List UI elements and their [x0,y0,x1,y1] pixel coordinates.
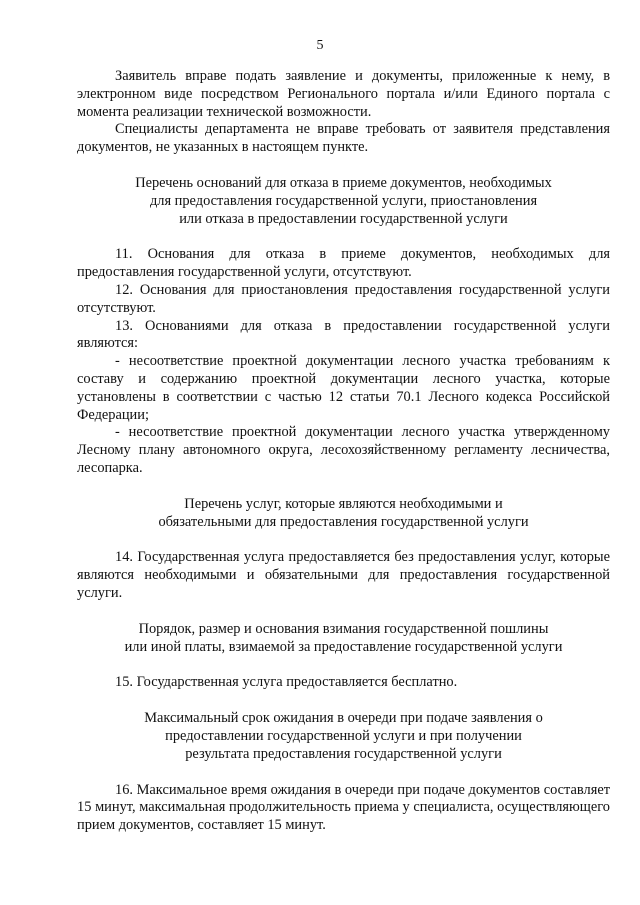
paragraph-13: 13. Основаниями для отказа в предоставлении государственной услуги являются: [77,317,610,352]
heading-line: Перечень оснований для отказа в приеме документов, необходимых [135,174,552,191]
heading-line: или иной платы, взимаемой за предоставление государственной услуги [124,638,563,655]
paragraph-13-item-b: - несоответствие проектной документации лесного участка утвержденному Лесному плану автономного округа, лесохозяйственному регламенту лесничества, лесопарка. [77,424,610,476]
heading-line: Максимальный срок ожидания в очереди при подаче заявления о [144,710,543,727]
heading-line: Перечень услуг, которые являются необходимыми и [184,495,503,512]
heading-line: предоставлении государственной услуги и при получении [165,727,522,744]
paragraph-15: 15. Государственная услуга предоставляется бесплатно. [115,674,458,691]
heading-line: Порядок, размер и основания взимания государственной пошлины [138,620,549,637]
paragraph-12: 12. Основания для приостановления предоставления государственной услуги отсутствуют. [77,281,610,316]
document-body [77,68,610,835]
heading-required-services [77,496,610,532]
paragraph-13-item-a: - несоответствие проектной документации лесного участка требованиям к составу и содержанию проектной документации лесного участка, которые установлены в соответствии с частью 12 статьи 70.1 Лесного кодекса Российской Федерации; [77,353,610,423]
heading-queue-time [77,710,610,763]
paragraph-16: 16. Максимальное время ожидания в очереди при подаче документов составляет 15 минут, максимальная продолжительность приема у специалиста, осуществляющего прием документов, составляет 15 минут. [77,781,610,834]
page-number: 5 [316,38,324,53]
heading-state-fee [77,621,610,657]
heading-line: результата предоставления государственной услуги [185,745,502,762]
heading-line: или отказа в предоставлении государственной услуги [179,210,508,227]
paragraph-no-extra-documents: Специалисты департамента не вправе требовать от заявителя представления документов, не указанных в настоящем пункте. [77,121,610,156]
paragraph-11: 11. Основания для отказа в приеме документов, необходимых для предоставления государственной услуги, отсутствуют. [77,246,610,281]
heading-refusal-grounds [77,175,610,228]
heading-line: для предоставления государственной услуги, приостановления [149,192,538,209]
paragraph-electronic-submission: Заявитель вправе подать заявление и документы, приложенные к нему, в электронном виде посредством Регионального портала и/или Единого портала с момента реализации технической возможности. [77,68,610,120]
heading-line: обязательными для предоставления государственной услуги [158,513,529,530]
paragraph-14: 14. Государственная услуга предоставляется без предоставления услуг, которые являются необходимыми и обязательными для предоставления государственной услуги. [77,549,610,601]
